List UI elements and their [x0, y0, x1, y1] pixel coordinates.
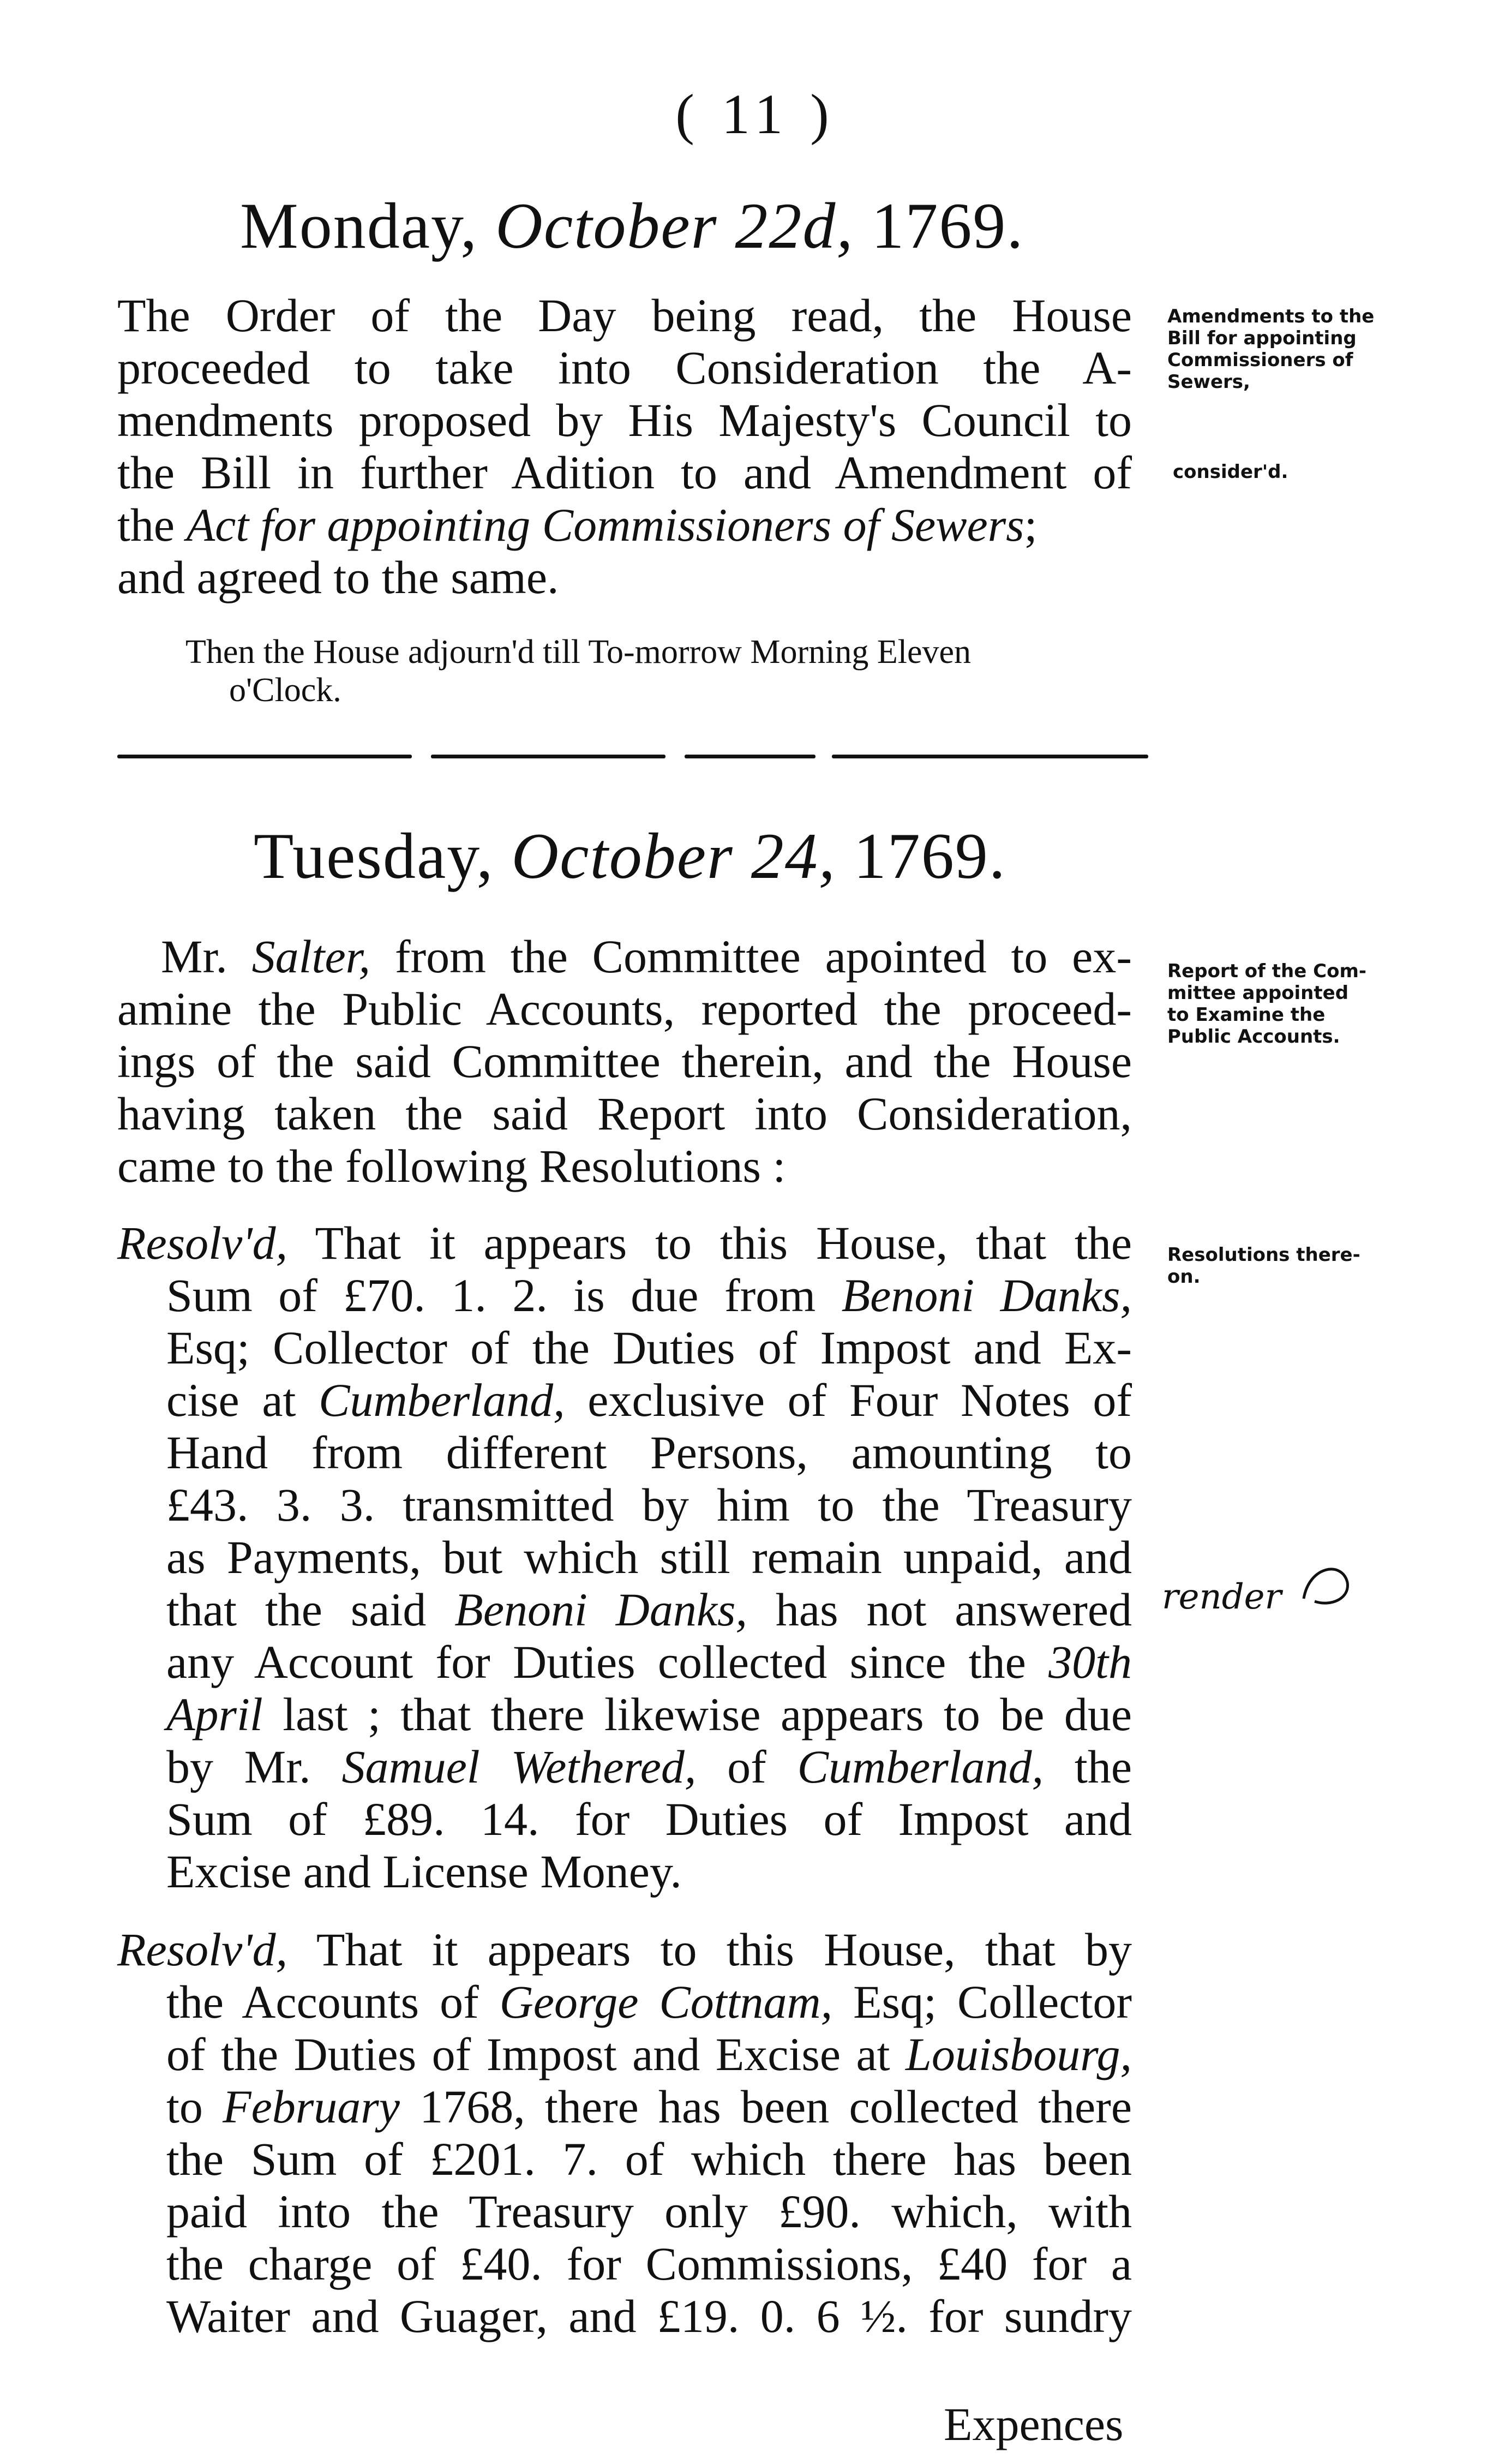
body-line: £43. 3. 3. transmitted by him to the Treasury — [166, 1479, 1132, 1531]
section2-heading-day: Tuesday, — [254, 820, 494, 892]
margin-note-report: Report of the Com- mittee appointed to Examine the Public Accounts. — [1167, 960, 1366, 1048]
body-line: the Accounts of George Cottnam, Esq; Collector — [166, 1976, 1132, 2028]
divider-segment — [117, 755, 412, 758]
body-line: the charge of £40. for Commissions, £40 for a — [166, 2238, 1132, 2290]
body-line: Hand from different Persons, amounting to — [166, 1426, 1132, 1479]
adjournment-line: o'Clock. — [229, 672, 341, 709]
page-number: ( 11 ) — [675, 83, 836, 146]
margin-note-resolutions: Resolutions there- on. — [1167, 1244, 1360, 1288]
section2-heading — [254, 818, 1006, 894]
body-line: the Sum of £201. 7. of which there has been — [166, 2133, 1132, 2185]
section1-heading-day: Monday, — [240, 189, 478, 262]
body-line: Excise and License Money. — [166, 1845, 682, 1898]
body-line: and agreed to the same. — [117, 551, 559, 603]
committee-report-paragraph — [117, 930, 1132, 1192]
body-line: April last ; that there likewise appears to be due — [166, 1688, 1132, 1741]
resolution-lead: Resolv'd, — [117, 1923, 288, 1976]
body-line: any Account for Duties collected since the 30th — [166, 1636, 1132, 1688]
body-line: Sum of £89. 14. for Duties of Impost and — [166, 1793, 1132, 1845]
handwritten-flourish — [1298, 1560, 1353, 1610]
divider-segment — [431, 755, 665, 758]
body-line: the Act for appointing Commissioners of Sewers; — [117, 499, 1038, 551]
body-line: Waiter and Guager, and £19. 0. 6 ½. for sundry — [166, 2290, 1132, 2342]
body-line: paid into the Treasury only £90. which, with — [166, 2185, 1132, 2238]
body-line: the Bill in further Adition to and Amendment of — [117, 446, 1132, 499]
body-line: amine the Public Accounts, reported the proceed- — [117, 983, 1132, 1035]
resolution-2 — [117, 1923, 1132, 2342]
section1-paragraph — [117, 289, 1132, 603]
margin-note-amendments: Amendments to the Bill for appointing Commissioners of Sewers, — [1167, 306, 1375, 393]
section1-heading — [240, 188, 1024, 264]
body-line: Resolv'd, That it appears to this House, that the — [117, 1217, 1132, 1269]
catchword: Expences — [944, 2398, 1124, 2450]
body-line: mendments proposed by His Majesty's Council to — [117, 394, 1132, 446]
body-line: having taken the said Report into Consideration, — [117, 1087, 1132, 1140]
body-line: that the said Benoni Danks, has not answered — [166, 1583, 1132, 1636]
resolution-1 — [117, 1217, 1132, 1898]
body-line: to February 1768, there has been collected there — [166, 2080, 1132, 2133]
section2-heading-date: October 24, — [511, 820, 836, 892]
body-line: by Mr. Samuel Wethered, of Cumberland, the — [166, 1741, 1132, 1793]
margin-note-considered: consider'd. — [1173, 461, 1288, 483]
divider-segment — [685, 755, 816, 758]
body-line: Resolv'd, That it appears to this House, that by — [117, 1923, 1132, 1976]
adjournment-line: Then the House adjourn'd till To-morrow Morning Eleven — [185, 633, 972, 671]
body-line: The Order of the Day being read, the House — [117, 289, 1132, 342]
body-line: proceeded to take into Consideration the A- — [117, 342, 1132, 394]
body-line: ings of the said Committee therein, and the House — [117, 1035, 1132, 1087]
adjournment-note — [185, 633, 1146, 709]
body-line: Esq; Collector of the Duties of Impost and Ex- — [166, 1321, 1132, 1374]
section1-heading-year: 1769. — [871, 189, 1024, 262]
section-divider — [117, 755, 1148, 760]
body-line: as Payments, but which still remain unpaid, and — [166, 1531, 1132, 1583]
divider-segment — [832, 755, 1148, 758]
body-line: Sum of £70. 1. 2. is due from Benoni Danks, — [166, 1269, 1132, 1321]
handwritten-correction: render — [1162, 1577, 1282, 1617]
body-line: of the Duties of Impost and Excise at Louisbourg, — [166, 2028, 1132, 2080]
body-line: came to the following Resolutions : — [117, 1140, 786, 1192]
body-line: cise at Cumberland, exclusive of Four Notes of — [166, 1374, 1132, 1426]
resolution-lead: Resolv'd, — [117, 1217, 288, 1269]
section1-heading-date: October 22d, — [495, 189, 854, 262]
section2-heading-year: 1769. — [853, 820, 1006, 892]
body-line: Mr. Salter, from the Committee apointed to ex- — [161, 930, 1132, 983]
